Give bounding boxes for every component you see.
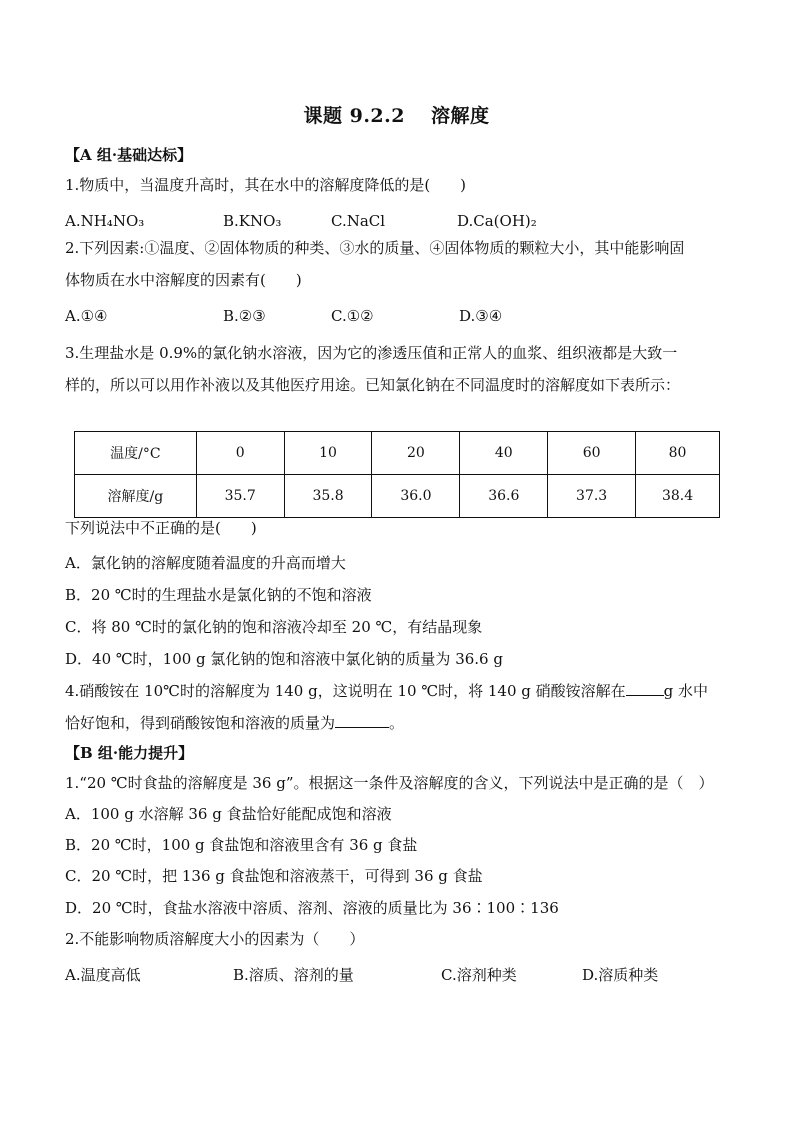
question-a4-line2 <box>65 713 404 733</box>
question-a1-stem: 1.物质中，当温度升高时，其在水中的溶解度降低的是( ) <box>65 176 467 194</box>
table-row <box>75 475 720 518</box>
question-a3-option-d: D．40 ℃时，100 g 氯化钠的饱和溶液中氯化钠的质量为 36.6 g <box>65 650 503 668</box>
group-a-heading: 【A 组·基础达标】 <box>65 146 193 164</box>
page-title <box>0 101 793 128</box>
question-a4-line1 <box>65 681 708 701</box>
question-b1-stem: 1.“20 ℃时食盐的溶解度是 36 g”。根据这一条件及溶解度的含义，下列说法中是正确的是（ ） <box>65 774 714 792</box>
question-b1-option-d: D．20 ℃时，食盐水溶液中溶质、溶剂、溶液的质量比为 36∶100∶136 <box>65 899 559 917</box>
question-a4-text: 4.硝酸铵在 10℃时的溶解度为 140 g，这说明在 10 ℃时，将 140 g 硝酸铵溶解在 <box>65 682 626 700</box>
question-a3-stem-line2: 样的，所以可以用作补液以及其他医疗用途。已知氯化钠在不同温度时的溶解度如下表所示： <box>65 376 681 394</box>
question-a2-stem-line2: 体物质在水中溶解度的因素有( ) <box>65 271 302 289</box>
question-a2-stem-line1: 2.下列因素:①温度、②固体物质的种类、③水的质量、④固体物质的颗粒大小，其中能影响固 <box>65 239 685 257</box>
table-cell: 36.6 <box>460 475 548 518</box>
title-topic: 溶解度 <box>431 105 490 127</box>
question-b2-option-a: A.温度高低 <box>65 966 141 984</box>
question-a2-option-c: C.①② <box>331 307 374 325</box>
question-b2-stem: 2.不能影响物质溶解度大小的因素为（ ） <box>65 930 365 948</box>
table-cell: 37.3 <box>548 475 636 518</box>
question-a4-text: 恰好饱和，得到硝酸铵饱和溶液的质量为 <box>65 714 336 732</box>
solubility-table <box>74 431 720 518</box>
table-header-cell: 温度/°C <box>75 432 197 475</box>
table-cell: 60 <box>548 432 636 475</box>
table-cell: 0 <box>196 432 284 475</box>
question-a1-option-d: D.Ca(OH)₂ <box>457 212 537 230</box>
question-a3-option-c: C．将 80 ℃时的氯化钠的饱和溶液冷却至 20 ℃，有结晶现象 <box>65 618 483 636</box>
table-row <box>75 432 720 475</box>
question-b2-option-d: D.溶质种类 <box>582 966 659 984</box>
question-b2-option-c: C.溶剂种类 <box>441 966 517 984</box>
title-prefix: 课题 9.2.2 <box>303 105 405 127</box>
question-a2-option-d: D.③④ <box>459 307 503 325</box>
table-cell: 35.8 <box>284 475 372 518</box>
table-header-cell: 溶解度/g <box>75 475 197 518</box>
answer-blank[interactable] <box>626 681 664 696</box>
answer-blank[interactable] <box>335 713 389 728</box>
table-cell: 40 <box>460 432 548 475</box>
question-a3-stem-line1: 3.生理盐水是 0.9%的氯化钠水溶液，因为它的渗透压值和正常人的血浆、组织液都是大致一 <box>65 344 678 362</box>
question-b1-option-c: C．20 ℃时，把 136 g 食盐饱和溶液蒸干，可得到 36 g 食盐 <box>65 867 483 885</box>
table-cell: 80 <box>636 432 720 475</box>
table-cell: 38.4 <box>636 475 720 518</box>
group-b-heading: 【B 组·能力提升】 <box>65 744 194 762</box>
question-a4-text: g 水中 <box>663 682 709 700</box>
question-b2-option-b: B.溶质、溶剂的量 <box>233 966 354 984</box>
question-b1-option-a: A．100 g 水溶解 36 g 食盐恰好能配成饱和溶液 <box>65 805 392 823</box>
question-a4-text: 。 <box>389 714 405 732</box>
question-a2-option-b: B.②③ <box>223 307 266 325</box>
table-cell: 36.0 <box>372 475 460 518</box>
table-cell: 20 <box>372 432 460 475</box>
question-a1-option-c: C.NaCl <box>331 212 386 230</box>
question-a3-option-a: A．氯化钠的溶解度随着温度的升高而增大 <box>65 554 346 572</box>
question-a3-option-b: B．20 ℃时的生理盐水是氯化钠的不饱和溶液 <box>65 586 372 604</box>
table-cell: 10 <box>284 432 372 475</box>
question-a1-option-b: B.KNO₃ <box>223 212 282 230</box>
question-a3-ask: 下列说法中不正确的是( ) <box>65 519 257 537</box>
question-a1-option-a: A.NH₄NO₃ <box>65 212 145 230</box>
table-cell: 35.7 <box>196 475 284 518</box>
question-b1-option-b: B．20 ℃时，100 g 食盐饱和溶液里含有 36 g 食盐 <box>65 836 418 854</box>
question-a2-option-a: A.①④ <box>65 307 108 325</box>
